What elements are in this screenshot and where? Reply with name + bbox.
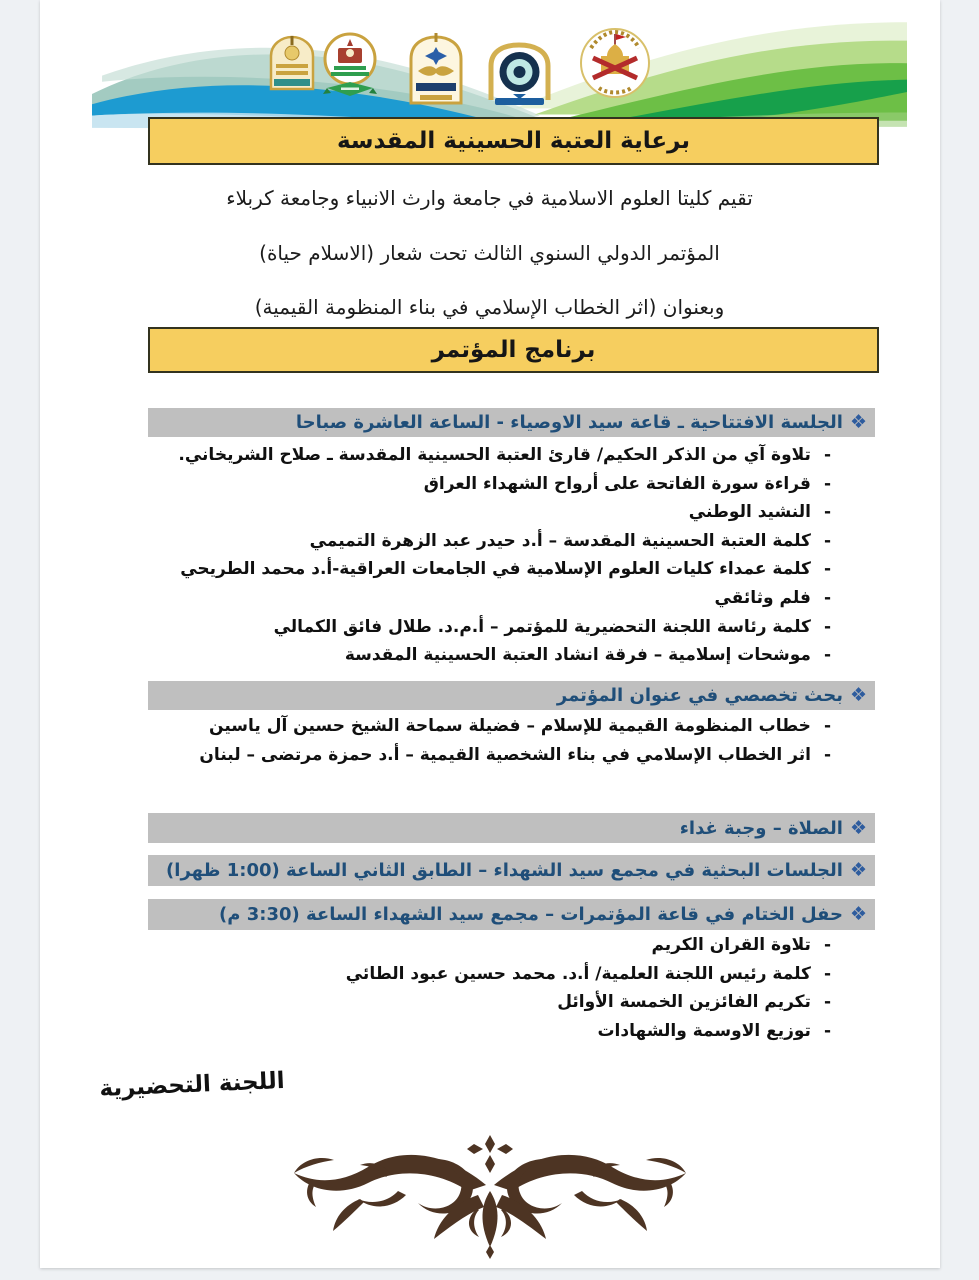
opening-session-list [148,441,875,670]
list-item-text: توزيع الاوسمة والشهادات [597,1020,811,1041]
section-title: الجلسات البحثية في مجمع سيد الشهداء – الطابق الثاني الساعة (1:00 ظهرا) [166,860,843,881]
list-item [148,613,875,642]
list-item [148,960,875,989]
list-item-text: كلمة عمداء كليات العلوم الإسلامية في الجامعات العراقية-أ.د محمد الطريحي [180,559,811,580]
section-prayer-lunch-header [148,813,875,843]
list-item-text: تكريم الفائزين الخمسة الأوائل [557,992,811,1013]
flourish-svg [290,1133,690,1259]
list-item-text: تلاوة القران الكريم [651,935,811,955]
islamic-sciences-college-logo [483,42,556,108]
dash-bullet-icon: - [823,935,831,955]
diamond-bullet-icon: ❖ [849,859,867,881]
section-title: الصلاة – وجبة غداء [679,817,843,839]
list-item [148,498,875,527]
section-title: حفل الختام في قاعة المؤتمرات – مجمع سيد الشهداء الساعة (3:30 م) [219,904,843,925]
dash-bullet-icon: - [823,645,831,666]
list-item-text: اثر الخطاب الإسلامي في بناء الشخصية القيمية – أ.د حمزة مرتضى – لبنان [199,744,811,765]
list-item-text: قراءة سورة الفاتحة على أرواح الشهداء العراق [423,473,811,494]
list-item [148,527,875,556]
sponsor-banner-text: برعاية العتبة الحسينية المقدسة [336,128,691,154]
list-item-text: موشحات إسلامية – فرقة انشاد العتبة الحسينية المقدسة [344,645,811,666]
list-item-text: كلمة رئيس اللجنة العلمية/ أ.د. محمد حسين عبود الطائي [345,963,811,984]
section-closing-ceremony-header [148,899,875,930]
sponsor-banner [148,117,879,165]
section-research-sessions-header [148,855,875,886]
program-banner [148,327,879,373]
dash-bullet-icon: - [823,530,831,551]
dash-bullet-icon: - [823,473,831,494]
dash-bullet-icon: - [823,616,831,637]
list-item [148,470,875,499]
ornament-flourish [290,1133,690,1259]
university-of-karbala-logo [321,32,379,108]
list-item [148,1017,875,1046]
dash-bullet-icon: - [823,587,831,608]
list-item-text: فلم وثائقي [714,587,811,608]
list-item [148,555,875,584]
program-banner-text: برنامج المؤتمر [431,337,596,363]
holy-husayniya-shrine-secretariat-logo [579,26,651,101]
list-item-text: كلمة رئاسة اللجنة التحضيرية للمؤتمر – أ.م.د. طلال فائق الكمالي [273,616,811,637]
specialized-research-list [148,712,875,769]
list-item [148,988,875,1017]
list-item-text: كلمة العتبة الحسينية المقدسة – أ.د حيدر عبد الزهرة التميمي [309,530,811,551]
list-item [148,584,875,613]
preparatory-committee-signature: اللجنة التحضيرية [98,1067,286,1103]
dash-bullet-icon: - [823,1020,831,1041]
diamond-bullet-icon: ❖ [849,411,867,433]
section-specialized-research-header [148,681,875,710]
dash-bullet-icon: - [823,744,831,765]
intro-line-1: تقيم كليتا العلوم الاسلامية في جامعة وارث الانبياء وجامعة كربلاء [226,186,753,210]
list-item [148,641,875,670]
intro-line-2: المؤتمر الدولي السنوي الثالث تحت شعار (الاسلام حياة) [259,241,720,265]
list-item-text: النشيد الوطني [688,502,811,523]
list-item [148,931,875,960]
section-opening-session-header [148,408,875,437]
dash-bullet-icon: - [823,716,831,736]
list-item-text: تلاوة آي من الذكر الحكيم/ قارئ العتبة الحسينية المقدسة ـ صلاح الشريخاني. [178,445,811,465]
dash-bullet-icon: - [823,559,831,580]
diamond-bullet-icon: ❖ [849,816,867,839]
document-page [40,0,940,1268]
dash-bullet-icon: - [823,992,831,1013]
dash-bullet-icon: - [823,502,831,523]
closing-ceremony-list [148,931,875,1045]
intro-line-3: وبعنوان (اثر الخطاب الإسلامي في بناء المنظومة القيمية) [254,295,725,319]
diamond-bullet-icon: ❖ [849,684,867,706]
dash-bullet-icon: - [823,445,831,465]
warith-anbiya-college-emblem-logo [268,34,316,92]
list-item [148,741,875,770]
section-title: بحث تخصصي في عنوان المؤتمر [556,685,843,706]
warith-al-anbiya-university-logo [406,33,466,111]
section-title: الجلسة الافتتاحية ـ قاعة سيد الاوصياء - الساعة العاشرة صباحا [295,412,843,433]
diamond-bullet-icon: ❖ [849,903,867,925]
list-item [148,712,875,741]
list-item-text: خطاب المنظومة القيمية للإسلام – فضيلة سماحة الشيخ حسين آل ياسين [209,716,811,736]
list-item [148,441,875,470]
dash-bullet-icon: - [823,963,831,984]
